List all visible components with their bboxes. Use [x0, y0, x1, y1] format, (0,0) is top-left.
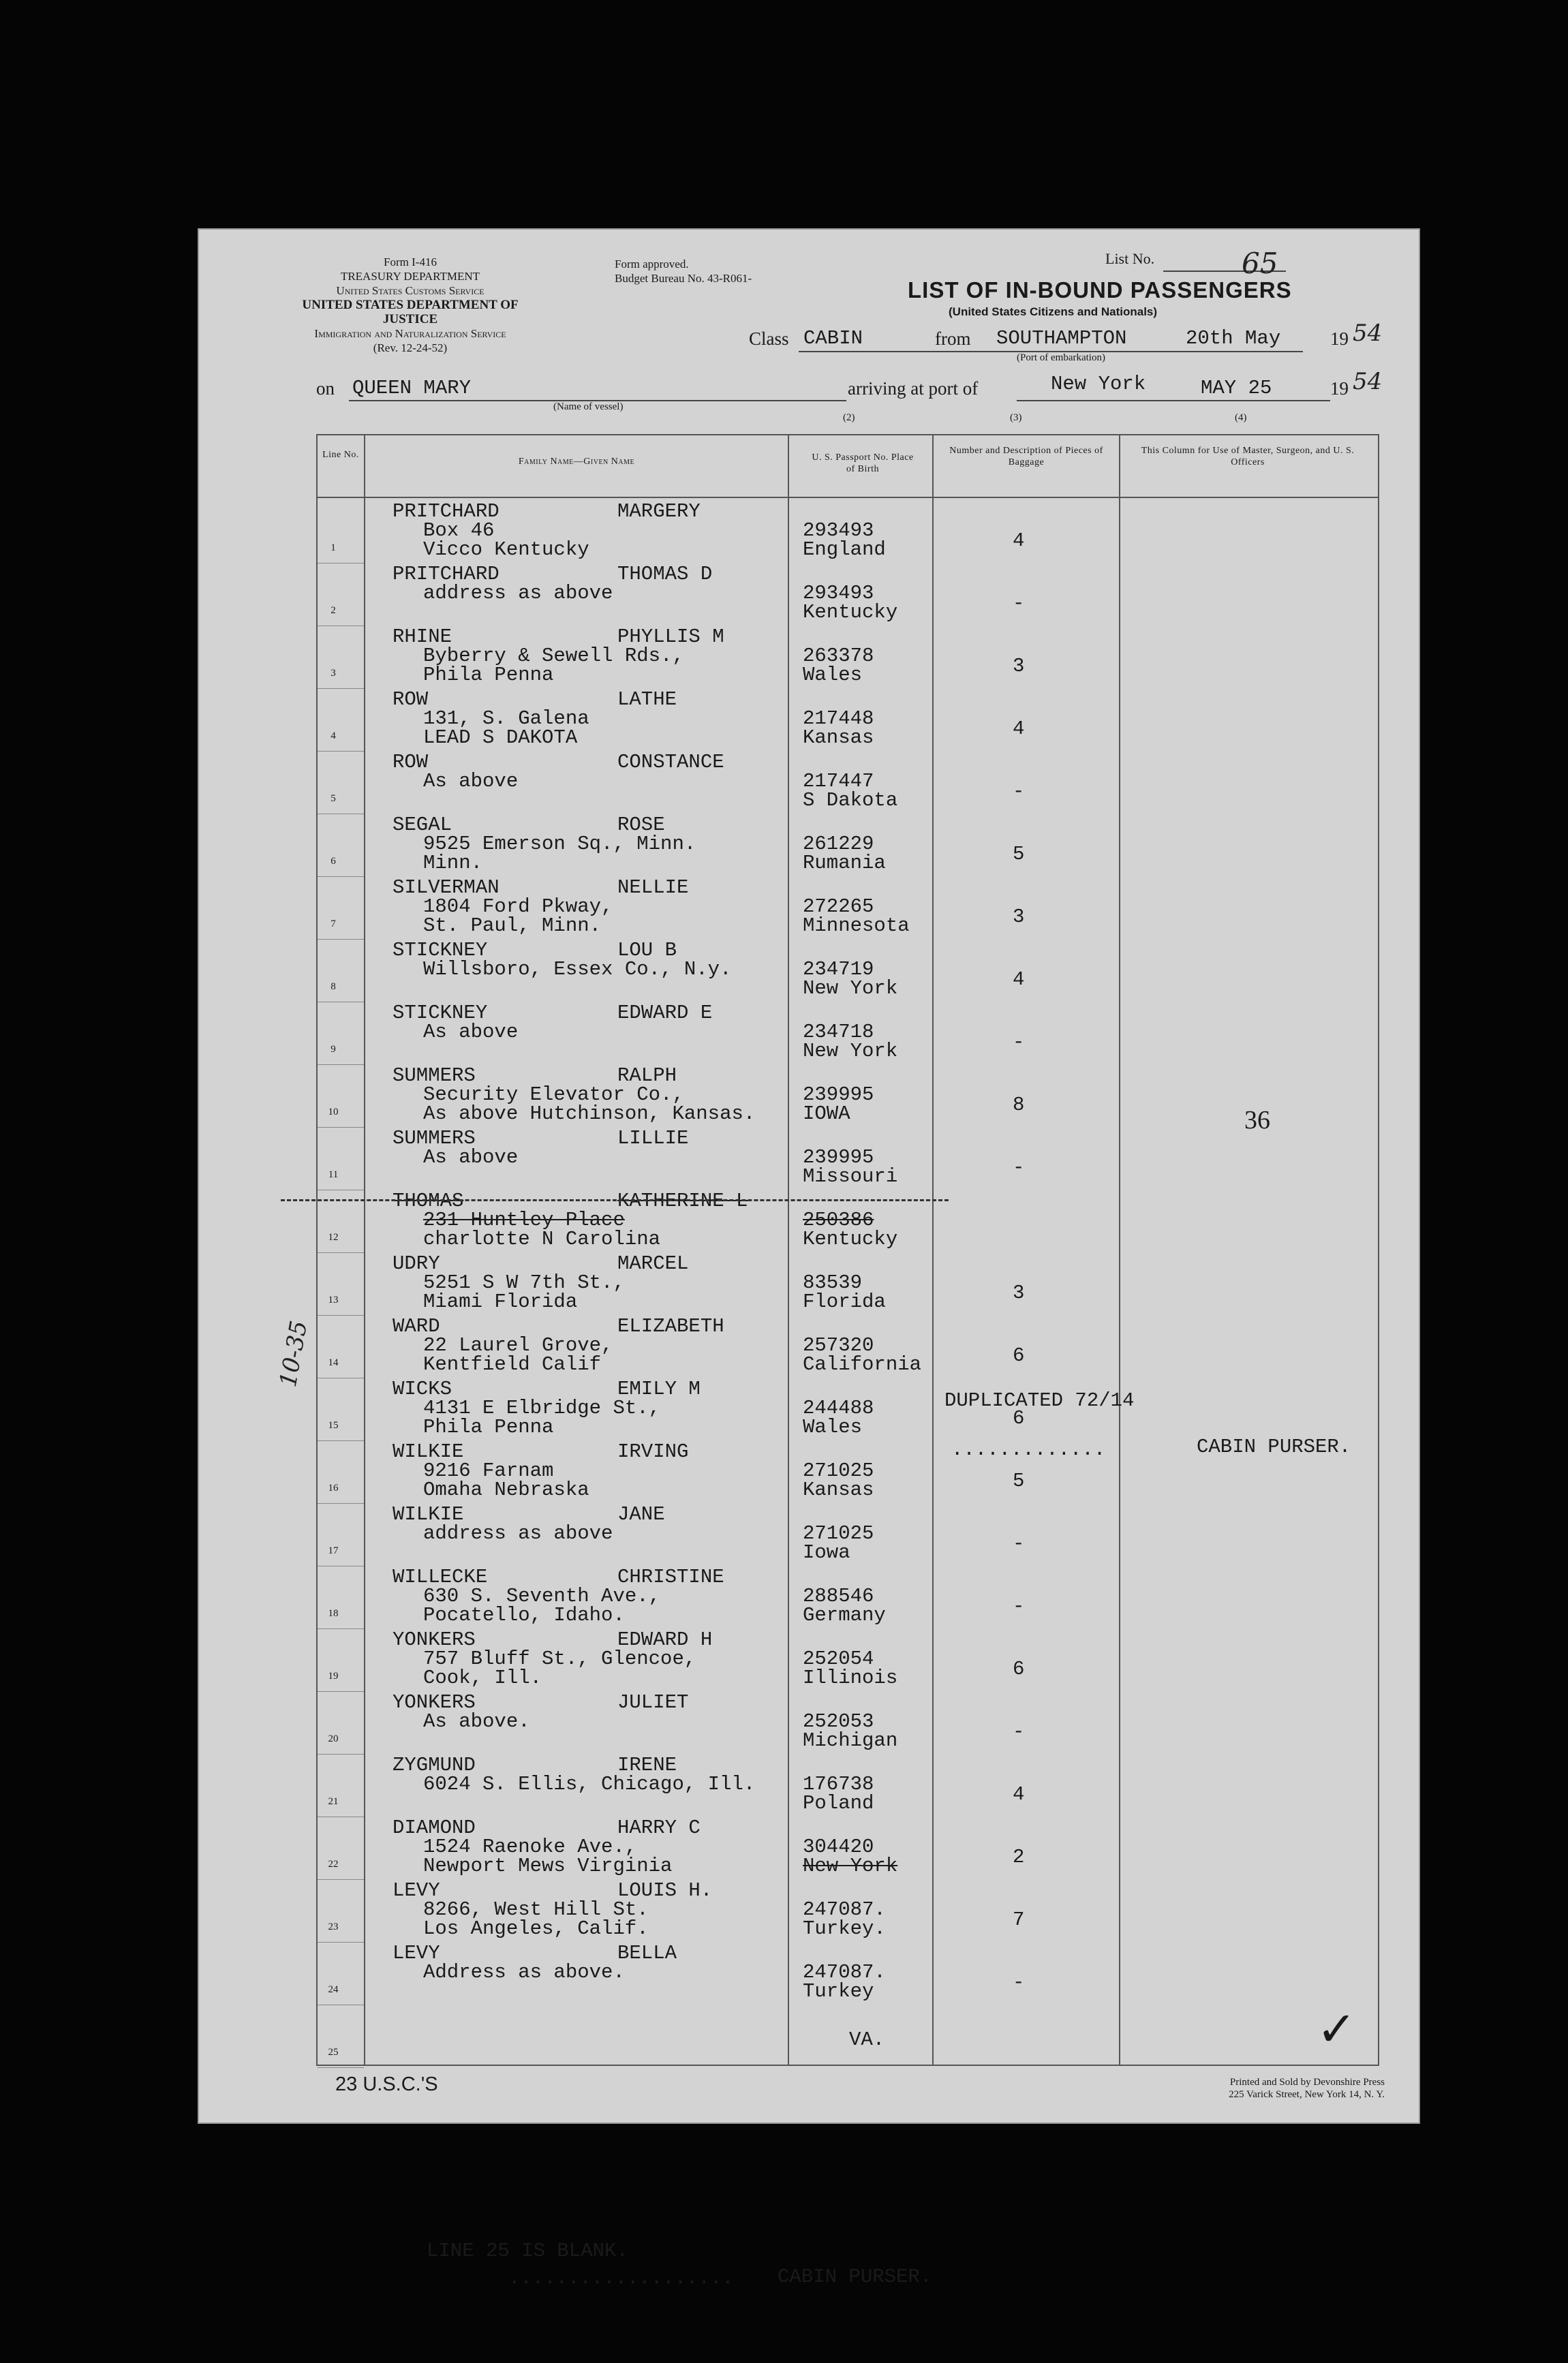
- departure-date: 20th May: [1186, 327, 1281, 350]
- printer-note: [1119, 2076, 1385, 2101]
- class-label: Class: [749, 328, 789, 349]
- line-number: 15: [328, 1420, 339, 1431]
- address-line-1: Willsboro, Essex Co., N.y.: [423, 958, 732, 980]
- line-number: 1: [330, 542, 336, 553]
- count-36: 36: [1244, 1106, 1270, 1134]
- passenger-manifest-page: [198, 228, 1420, 2289]
- col-sep-1: [364, 435, 365, 2065]
- line-number: 12: [328, 1232, 339, 1243]
- passport-number: 252054: [803, 1648, 874, 1670]
- passport-number: 288546: [803, 1585, 874, 1607]
- baggage-count: 4: [1013, 717, 1025, 740]
- baggage-count: 5: [1013, 1470, 1025, 1492]
- baggage-count: 3: [1013, 655, 1025, 677]
- place-of-birth: New York: [803, 977, 898, 1000]
- line-number: 25: [328, 2047, 339, 2058]
- arrival-year: 54: [1353, 368, 1383, 395]
- address-line-1: 231 Huntley Place: [423, 1209, 625, 1231]
- family-name: WICKS: [393, 1378, 452, 1400]
- col-passport: U. S. Passport No. Place of Birth: [812, 452, 914, 474]
- line-number: 22: [328, 1859, 339, 1870]
- row-separator: [318, 1754, 364, 1755]
- place-of-birth: New York: [803, 1855, 898, 1877]
- address-line-2: Miami Florida: [423, 1291, 578, 1313]
- address-line-1: As above: [423, 770, 519, 792]
- row-separator: [318, 751, 364, 752]
- family-name: SUMMERS: [393, 1127, 476, 1149]
- line-number: 9: [330, 1044, 336, 1055]
- address-line-2: LEAD S DAKOTA: [423, 726, 578, 749]
- place-of-birth: Turkey.: [803, 1917, 886, 1940]
- place-of-birth: Illinois: [803, 1667, 898, 1689]
- passport-number: 293493: [803, 582, 874, 604]
- passport-number: 234719: [803, 958, 874, 980]
- page-subtitle: (United States Citizens and Nationals): [949, 305, 1158, 318]
- given-name: JANE: [617, 1503, 665, 1526]
- from-label: from: [935, 328, 971, 349]
- address-line-2: Newport Mews Virginia: [423, 1855, 673, 1877]
- baggage-count: -: [1013, 1031, 1025, 1053]
- family-name: PRITCHARD: [393, 563, 499, 585]
- place-of-birth: Wales: [803, 664, 863, 686]
- port-value: New York: [1051, 373, 1146, 395]
- family-name: ROW: [393, 751, 429, 773]
- row-separator: [318, 688, 364, 689]
- arrival-year-prefix: 19: [1330, 378, 1349, 399]
- place-of-birth: Turkey: [803, 1980, 874, 2003]
- row-separator: [318, 1879, 364, 1880]
- given-name: ELIZABETH: [617, 1315, 724, 1338]
- passport-number: 304420: [803, 1836, 874, 1858]
- baggage-count: -: [1013, 1720, 1025, 1743]
- baggage-count: 4: [1013, 968, 1025, 991]
- passport-number: 272265: [803, 895, 874, 918]
- address-line-1: 4131 E Elbridge St.,: [423, 1397, 661, 1419]
- line-number: 20: [328, 1733, 339, 1744]
- line-number: 13: [328, 1295, 339, 1306]
- row-separator: [318, 1315, 364, 1316]
- page-title: LIST OF IN-BOUND PASSENGERS: [908, 277, 1292, 303]
- caption-4: (4): [1235, 412, 1247, 423]
- given-name: HARRY C: [617, 1817, 701, 1839]
- col-sep-4: [1119, 435, 1120, 2065]
- given-name: EDWARD H: [617, 1628, 713, 1651]
- passport-number: 271025: [803, 1460, 874, 1482]
- baggage-count: -: [1013, 780, 1025, 803]
- address-line-1: 757 Bluff St., Glencoe,: [423, 1648, 696, 1670]
- family-name: LEVY: [393, 1879, 440, 1902]
- row-separator: [318, 1691, 364, 1692]
- address-line-2: Vicco Kentucky: [423, 538, 589, 561]
- immigration-service: Immigration and Naturalization Service: [314, 327, 506, 340]
- family-name: WARD: [393, 1315, 440, 1338]
- family-name: SUMMERS: [393, 1064, 476, 1087]
- printer-line-1: Printed and Sold by Devonshire Press: [1229, 2077, 1385, 2088]
- address-line-1: As above: [423, 1146, 519, 1169]
- passport-number: 257320: [803, 1334, 874, 1357]
- line-number: 3: [330, 668, 336, 679]
- place-of-birth: IOWA: [803, 1102, 850, 1125]
- passport-number: 271025: [803, 1522, 874, 1545]
- passport-number: 250386: [803, 1209, 874, 1231]
- place-of-birth: S Dakota: [803, 789, 898, 812]
- on-label: on: [316, 378, 335, 399]
- given-name: LOU B: [617, 939, 677, 961]
- row-separator: [318, 1127, 364, 1128]
- place-of-birth: Wales: [803, 1416, 863, 1438]
- from-value: SOUTHAMPTON: [996, 327, 1127, 350]
- line-number: 5: [330, 793, 336, 804]
- family-name: LEVY: [393, 1942, 440, 1964]
- line-number: 8: [330, 981, 336, 992]
- address-line-1: 9525 Emerson Sq., Minn.: [423, 833, 696, 855]
- passport-number: 217448: [803, 707, 874, 730]
- baggage-count: 4: [1013, 1783, 1025, 1806]
- address-line-1: 8266, West Hill St.: [423, 1898, 649, 1921]
- address-line-2: As above Hutchinson, Kansas.: [423, 1102, 756, 1125]
- family-name: WILKIE: [393, 1440, 464, 1463]
- purser-dots-1: .............: [951, 1438, 1106, 1461]
- place-of-birth: New York: [803, 1040, 898, 1062]
- passport-number: 247087.: [803, 1898, 886, 1921]
- duplicated-note: DUPLICATED 72/14: [944, 1389, 1135, 1412]
- year-value: 54: [1353, 320, 1383, 347]
- vessel-value: QUEEN MARY: [352, 377, 472, 399]
- address-line-1: Security Elevator Co.,: [423, 1083, 684, 1106]
- col-sep-2: [788, 435, 789, 2065]
- caption-2: (2): [843, 412, 855, 423]
- line-number: 19: [328, 1671, 339, 1682]
- baggage-count: -: [1013, 1156, 1025, 1179]
- place-of-birth: Poland: [803, 1792, 874, 1814]
- caption-3: (3): [1010, 412, 1022, 423]
- family-name: PRITCHARD: [393, 500, 499, 523]
- form-approved: Form approved.: [615, 258, 689, 271]
- row-separator: [318, 1252, 364, 1253]
- address-line-1: Address as above.: [423, 1961, 625, 1983]
- form-number: Form I-416: [384, 256, 437, 268]
- given-name: ROSE: [617, 814, 665, 836]
- passport-number: 217447: [803, 770, 874, 792]
- baggage-count: 6: [1013, 1658, 1025, 1680]
- line-number: 2: [330, 605, 336, 616]
- purser-label-1: CABIN PURSER.: [1197, 1436, 1351, 1458]
- baggage-count: -: [1013, 592, 1025, 615]
- given-name: LATHE: [617, 688, 677, 711]
- family-name: RHINE: [393, 626, 452, 648]
- row-separator: [318, 1503, 364, 1504]
- line-number: 18: [328, 1608, 339, 1619]
- place-of-birth: Missouri: [803, 1165, 898, 1188]
- line-number: 17: [328, 1545, 339, 1556]
- address-line-2: St. Paul, Minn.: [423, 914, 602, 937]
- passport-number: 83539: [803, 1271, 863, 1294]
- given-name: MARCEL: [617, 1252, 689, 1275]
- family-name: ROW: [393, 688, 429, 711]
- passport-number: 263378: [803, 645, 874, 667]
- family-name: STICKNEY: [393, 1002, 488, 1024]
- purser-dots-2: ...................: [508, 2267, 734, 2289]
- given-name: KATHERINE L: [617, 1190, 748, 1212]
- baggage-count: -: [1013, 1532, 1025, 1555]
- vessel-caption: (Name of vessel): [553, 401, 624, 412]
- line-number: 7: [330, 918, 336, 929]
- address-line-1: Byberry & Sewell Rds.,: [423, 645, 684, 667]
- row-separator: [318, 1942, 364, 1943]
- family-name: SILVERMAN: [393, 876, 499, 899]
- baggage-count: -: [1013, 1595, 1025, 1618]
- address-line-1: 630 S. Seventh Ave.,: [423, 1585, 661, 1607]
- baggage-count: 7: [1013, 1909, 1025, 1931]
- given-name: IRENE: [617, 1754, 677, 1776]
- address-line-1: As above.: [423, 1710, 530, 1733]
- baggage-count: -: [1013, 1971, 1025, 1994]
- printer-line-2: 225 Varick Street, New York 14, N. Y.: [1229, 2089, 1385, 2100]
- line-number: 10: [328, 1107, 339, 1117]
- row-separator: [318, 2067, 364, 2068]
- place-of-birth: Germany: [803, 1604, 886, 1626]
- address-line-1: 131, S. Galena: [423, 707, 589, 730]
- row-separator: [318, 939, 364, 940]
- row-separator: [318, 1628, 364, 1629]
- passport-number: 234718: [803, 1021, 874, 1043]
- approval-block: [615, 257, 805, 285]
- family-name: WILKIE: [393, 1503, 464, 1526]
- baggage-count: 8: [1013, 1094, 1025, 1116]
- family-name: STICKNEY: [393, 939, 488, 961]
- address-line-2: Phila Penna: [423, 664, 554, 686]
- line-number: 21: [328, 1796, 339, 1807]
- line-number: 11: [328, 1169, 339, 1180]
- row-separator: [318, 1064, 364, 1065]
- passport-number: 261229: [803, 833, 874, 855]
- passport-number: 247087.: [803, 1961, 886, 1983]
- given-name: CONSTANCE: [617, 751, 724, 773]
- budget-bureau: Budget Bureau No. 43-R061-: [615, 272, 752, 285]
- address-line-1: 1804 Ford Pkway,: [423, 895, 613, 918]
- address-line-1: As above: [423, 1021, 519, 1043]
- family-name: ZYGMUND: [393, 1754, 476, 1776]
- given-name: NELLIE: [617, 876, 689, 899]
- col-baggage: Number and Description of Pieces of Baggage: [949, 446, 1103, 467]
- address-line-1: 1524 Raenoke Ave.,: [423, 1836, 637, 1858]
- given-name: LILLIE: [617, 1127, 689, 1149]
- baggage-count: 6: [1013, 1407, 1025, 1430]
- passport-number: 293493: [803, 519, 874, 542]
- col-officers: This Column for Use of Master, Surgeon, and U. S. Officers: [1141, 446, 1355, 467]
- address-line-2: charlotte N Carolina: [423, 1228, 661, 1250]
- given-name: PHYLLIS M: [617, 626, 724, 648]
- address-line-2: Kentfield Calif: [423, 1353, 602, 1376]
- line-number: 4: [330, 730, 336, 741]
- margin-note: 10-35: [274, 1318, 313, 1389]
- col-sep-3: [932, 435, 934, 2065]
- baggage-count: 4: [1013, 529, 1025, 552]
- address-line-1: 9216 Farnam: [423, 1460, 554, 1482]
- given-name: MARGERY: [617, 500, 701, 523]
- year-prefix: 19: [1330, 328, 1349, 349]
- place-of-birth: England: [803, 538, 886, 561]
- given-name: JULIET: [617, 1691, 689, 1714]
- baggage-count: 3: [1013, 1282, 1025, 1304]
- birth-correction: VA.: [849, 2028, 885, 2051]
- address-line-1: address as above: [423, 1522, 613, 1545]
- place-of-birth: Florida: [803, 1291, 886, 1313]
- row-separator: [318, 1440, 364, 1441]
- col-name: Family Name—Given Name: [518, 457, 635, 467]
- baggage-count: 2: [1013, 1846, 1025, 1868]
- given-name: LOUIS H.: [617, 1879, 713, 1902]
- address-line-2: Cook, Ill.: [423, 1667, 542, 1689]
- given-name: BELLA: [617, 1942, 677, 1964]
- arriving-label: arriving at port of: [848, 378, 979, 399]
- family-name: THOMAS: [393, 1190, 464, 1212]
- given-name: THOMAS D: [617, 563, 713, 585]
- place-of-birth: Michigan: [803, 1729, 898, 1752]
- baggage-count: 5: [1013, 843, 1025, 865]
- address-line-1: 5251 S W 7th St.,: [423, 1271, 625, 1294]
- address-line-2: Minn.: [423, 852, 483, 874]
- given-name: EDWARD E: [617, 1002, 713, 1024]
- passport-number: 239995: [803, 1083, 874, 1106]
- class-value: CABIN: [803, 327, 863, 350]
- line-number: 6: [330, 856, 336, 867]
- line-number: 14: [328, 1357, 339, 1368]
- baggage-count: 3: [1013, 906, 1025, 928]
- place-of-birth: Iowa: [803, 1541, 850, 1564]
- customs-service: United States Customs Service: [336, 284, 485, 297]
- line-number: 16: [328, 1483, 339, 1494]
- passport-number: 244488: [803, 1397, 874, 1419]
- given-name: EMILY M: [617, 1378, 701, 1400]
- place-of-birth: California: [803, 1353, 922, 1376]
- place-of-birth: Rumania: [803, 852, 886, 874]
- passport-number: 239995: [803, 1146, 874, 1169]
- address-line-2: Omaha Nebraska: [423, 1479, 589, 1501]
- family-name: YONKERS: [393, 1628, 476, 1651]
- form-revision: (Rev. 12-24-52): [373, 341, 448, 354]
- address-line-1: 6024 S. Ellis, Chicago, Ill.: [423, 1773, 756, 1795]
- baggage-count: 6: [1013, 1344, 1025, 1367]
- family-name: YONKERS: [393, 1691, 476, 1714]
- line25-note: LINE 25 IS BLANK.: [427, 2240, 628, 2262]
- passport-number: 176738: [803, 1773, 874, 1795]
- purser-label-2: CABIN PURSER.: [778, 2266, 932, 2288]
- family-name: SEGAL: [393, 814, 452, 836]
- place-of-birth: Kansas: [803, 1479, 874, 1501]
- address-line-1: 22 Laurel Grove,: [423, 1334, 613, 1357]
- line-number: 23: [328, 1921, 339, 1932]
- given-name: CHRISTINE: [617, 1566, 724, 1588]
- arrival-date: MAY 25: [1201, 377, 1272, 399]
- row-separator: [318, 876, 364, 877]
- port-line: [1017, 400, 1330, 401]
- given-name: IRVING: [617, 1440, 689, 1463]
- address-line-1: Box 46: [423, 519, 495, 542]
- list-no-value: 65: [1242, 247, 1278, 280]
- header-separator: [318, 497, 1378, 498]
- given-name: RALPH: [617, 1064, 677, 1087]
- place-of-birth: Kentucky: [803, 1228, 898, 1250]
- footer-count: 23 U.S.C.'S: [335, 2073, 438, 2095]
- address-line-2: Pocatello, Idaho.: [423, 1604, 625, 1626]
- justice-dept: UNITED STATES DEPARTMENT OF JUSTICE: [302, 298, 519, 326]
- place-of-birth: Kansas: [803, 726, 874, 749]
- address-line-2: Los Angeles, Calif.: [423, 1917, 649, 1940]
- check-mark: ✓: [1317, 2001, 1357, 2057]
- address-line-1: address as above: [423, 582, 613, 604]
- family-name: DIAMOND: [393, 1817, 476, 1839]
- col-line-no: Line No.: [322, 450, 359, 460]
- from-caption: (Port of embarkation): [1017, 352, 1105, 363]
- place-of-birth: Kentucky: [803, 601, 898, 623]
- duplicate-strike-line: [281, 1199, 949, 1201]
- line-number: 24: [328, 1984, 339, 1995]
- place-of-birth: Minnesota: [803, 914, 910, 937]
- treasury-dept: TREASURY DEPARTMENT: [340, 270, 480, 283]
- list-no-label: List No.: [1105, 250, 1155, 267]
- family-name: UDRY: [393, 1252, 440, 1275]
- address-line-2: Phila Penna: [423, 1416, 554, 1438]
- family-name: WILLECKE: [393, 1566, 488, 1588]
- passport-number: 252053: [803, 1710, 874, 1733]
- form-id-block: [301, 255, 519, 355]
